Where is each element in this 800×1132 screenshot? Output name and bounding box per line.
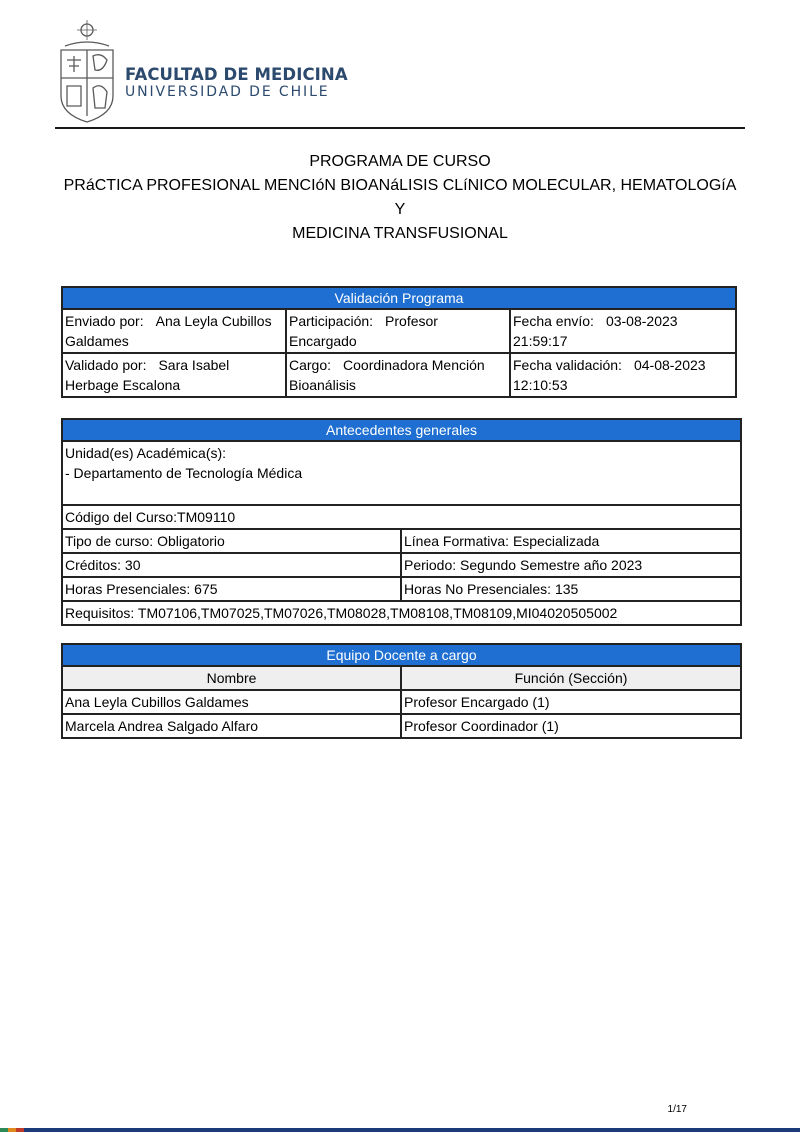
page-header <box>55 16 745 129</box>
linea-cell: Línea Formativa: Especializada <box>401 529 741 553</box>
faculty-line-1: FACULTAD DE MEDICINA <box>125 65 348 84</box>
university-crest-icon <box>55 16 120 124</box>
page-number: 1/17 <box>667 1104 687 1115</box>
fecha-validacion-label: Fecha validación: <box>513 357 622 373</box>
col-nombre-header: Nombre <box>62 666 401 690</box>
equipo-heading: Equipo Docente a cargo <box>62 644 741 666</box>
horas-no-presenciales-cell: Horas No Presenciales: 135 <box>401 577 741 601</box>
footer-accent-green <box>0 1128 8 1132</box>
funcion-cell: Profesor Coordinador (1) <box>401 714 741 738</box>
validado-label: Validado por: <box>65 357 147 373</box>
footer-bar <box>0 1128 800 1132</box>
fecha-envio-cell <box>510 309 736 353</box>
periodo-cell: Periodo: Segundo Semestre año 2023 <box>401 553 741 577</box>
antecedentes-heading: Antecedentes generales <box>62 419 741 441</box>
validacion-table <box>61 286 737 398</box>
footer-accent-red <box>16 1128 24 1132</box>
funcion-cell: Profesor Encargado (1) <box>401 690 741 714</box>
antecedentes-table <box>61 418 742 626</box>
table-row <box>62 714 741 738</box>
unidad-cell <box>62 441 741 505</box>
col-funcion-header: Función (Sección) <box>401 666 741 690</box>
cargo-cell <box>286 353 510 397</box>
nombre-cell: Ana Leyla Cubillos Galdames <box>62 690 401 714</box>
validado-cell <box>62 353 286 397</box>
unidad-value: - Departamento de Tecnología Médica <box>65 465 303 481</box>
cargo-value: Coordinadora Mención Bioanálisis <box>289 357 485 393</box>
faculty-line-2: UNIVERSIDAD DE CHILE <box>125 84 330 100</box>
horas-presenciales-cell: Horas Presenciales: 675 <box>62 577 401 601</box>
enviado-cell <box>62 309 286 353</box>
validacion-heading: Validación Programa <box>62 287 736 309</box>
fecha-envio-label: Fecha envío: <box>513 313 594 329</box>
equipo-table <box>61 643 742 739</box>
tipo-cell: Tipo de curso: Obligatorio <box>62 529 401 553</box>
fecha-envio-value: 03-08-2023 21:59:17 <box>513 313 678 349</box>
fecha-validacion-value: 04-08-2023 12:10:53 <box>513 357 706 393</box>
participacion-value: Profesor Encargado <box>289 313 438 349</box>
cargo-label: Cargo: <box>289 357 332 373</box>
creditos-cell: Créditos: 30 <box>62 553 401 577</box>
table-row <box>62 690 741 714</box>
participacion-cell <box>286 309 510 353</box>
title-line-1: PROGRAMA DE CURSO <box>309 153 491 170</box>
enviado-value: Ana Leyla Cubillos Galdames <box>65 313 272 349</box>
title-line-3: MEDICINA TRANSFUSIONAL <box>292 225 508 242</box>
nombre-cell: Marcela Andrea Salgado Alfaro <box>62 714 401 738</box>
title-line-2: PRáCTICA PROFESIONAL MENCIóN BIOANáLISIS CLíNICO MOLECULAR, HEMATOLOGíA Y <box>63 177 737 218</box>
validado-value: Sara Isabel Herbage Escalona <box>65 357 230 393</box>
faculty-name <box>125 66 348 101</box>
fecha-validacion-cell <box>510 353 736 397</box>
participacion-label: Participación: <box>289 313 374 329</box>
footer-accent-orange <box>8 1128 16 1132</box>
document-title <box>60 150 740 246</box>
unidad-label: Unidad(es) Académica(s): <box>65 445 227 461</box>
header-divider <box>55 127 745 129</box>
codigo-cell: Código del Curso:TM09110 <box>62 505 741 529</box>
requisitos-cell: Requisitos: TM07106,TM07025,TM07026,TM08028,TM08108,TM08109,MI04020505002 <box>62 601 741 625</box>
enviado-label: Enviado por: <box>65 313 144 329</box>
